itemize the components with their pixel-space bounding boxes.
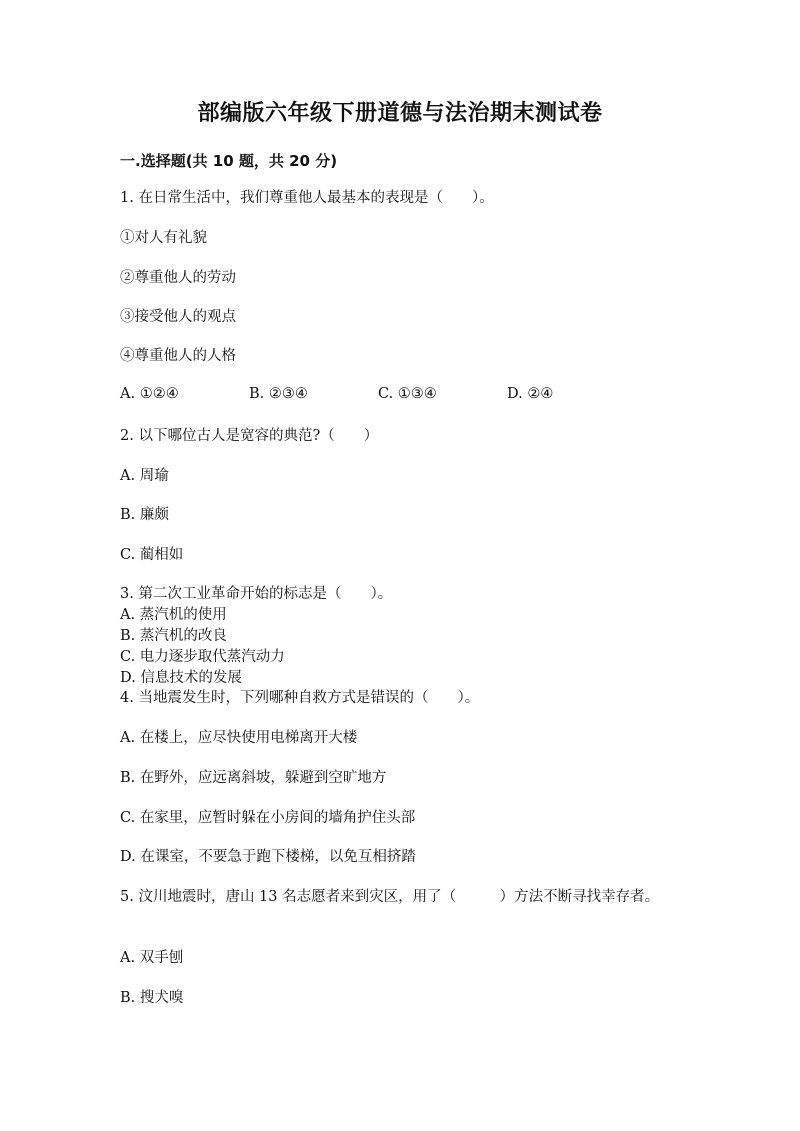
question-3-option-d: D. 信息技术的发展 (120, 670, 242, 686)
question-1-stem: 1. 在日常生活中，我们尊重他人最基本的表现是（ ）。 (120, 190, 494, 206)
question-3-stem: 3. 第二次工业革命开始的标志是（ ）。 (120, 586, 393, 602)
question-1-item: ④尊重他人的人格 (120, 348, 236, 364)
question-1-option-a: A. ①②④ (120, 386, 179, 402)
question-1-option-d: D. ②④ (507, 386, 554, 402)
question-4-option-c: C. 在家里，应暂时躲在小房间的墙角护住头部 (120, 810, 416, 826)
question-2-option-b: B. 廉颇 (120, 507, 169, 523)
section-heading: 一.选择题(共 10 题，共 20 分) (120, 152, 338, 170)
question-3-option-a: A. 蒸汽机的使用 (120, 607, 227, 623)
question-5-option-b: B. 搜犬嗅 (120, 990, 184, 1006)
question-4-option-a: A. 在楼上，应尽快使用电梯离开大楼 (120, 730, 358, 746)
question-1-option-c: C. ①③④ (378, 386, 437, 402)
question-4-stem: 4. 当地震发生时，下列哪种自救方式是错误的（ ）。 (120, 690, 480, 706)
question-4-option-d: D. 在课室，不要急于跑下楼梯，以免互相挤踏 (120, 849, 416, 865)
question-3-option-b: B. 蒸汽机的改良 (120, 628, 227, 644)
question-2-option-a: A. 周瑜 (120, 468, 169, 484)
question-3-option-c: C. 电力逐步取代蒸汽动力 (120, 649, 285, 665)
question-5-stem: 5. 汶川地震时，唐山 13 名志愿者来到灾区，用了（ ）方法不断寻找幸存者。 (120, 889, 660, 905)
question-1-item: ③接受他人的观点 (120, 309, 236, 325)
question-5-option-a: A. 双手刨 (120, 950, 184, 966)
question-1-item: ①对人有礼貌 (120, 230, 207, 246)
question-2-option-c: C. 蔺相如 (120, 547, 184, 563)
page-title: 部编版六年级下册道德与法治期末测试卷 (197, 101, 603, 126)
question-1-option-b: B. ②③④ (249, 386, 308, 402)
question-4-option-b: B. 在野外，应远离斜坡，躲避到空旷地方 (120, 770, 387, 786)
question-1-item: ②尊重他人的劳动 (120, 270, 236, 286)
question-2-stem: 2. 以下哪位古人是宽容的典范?（ ） (120, 428, 379, 444)
